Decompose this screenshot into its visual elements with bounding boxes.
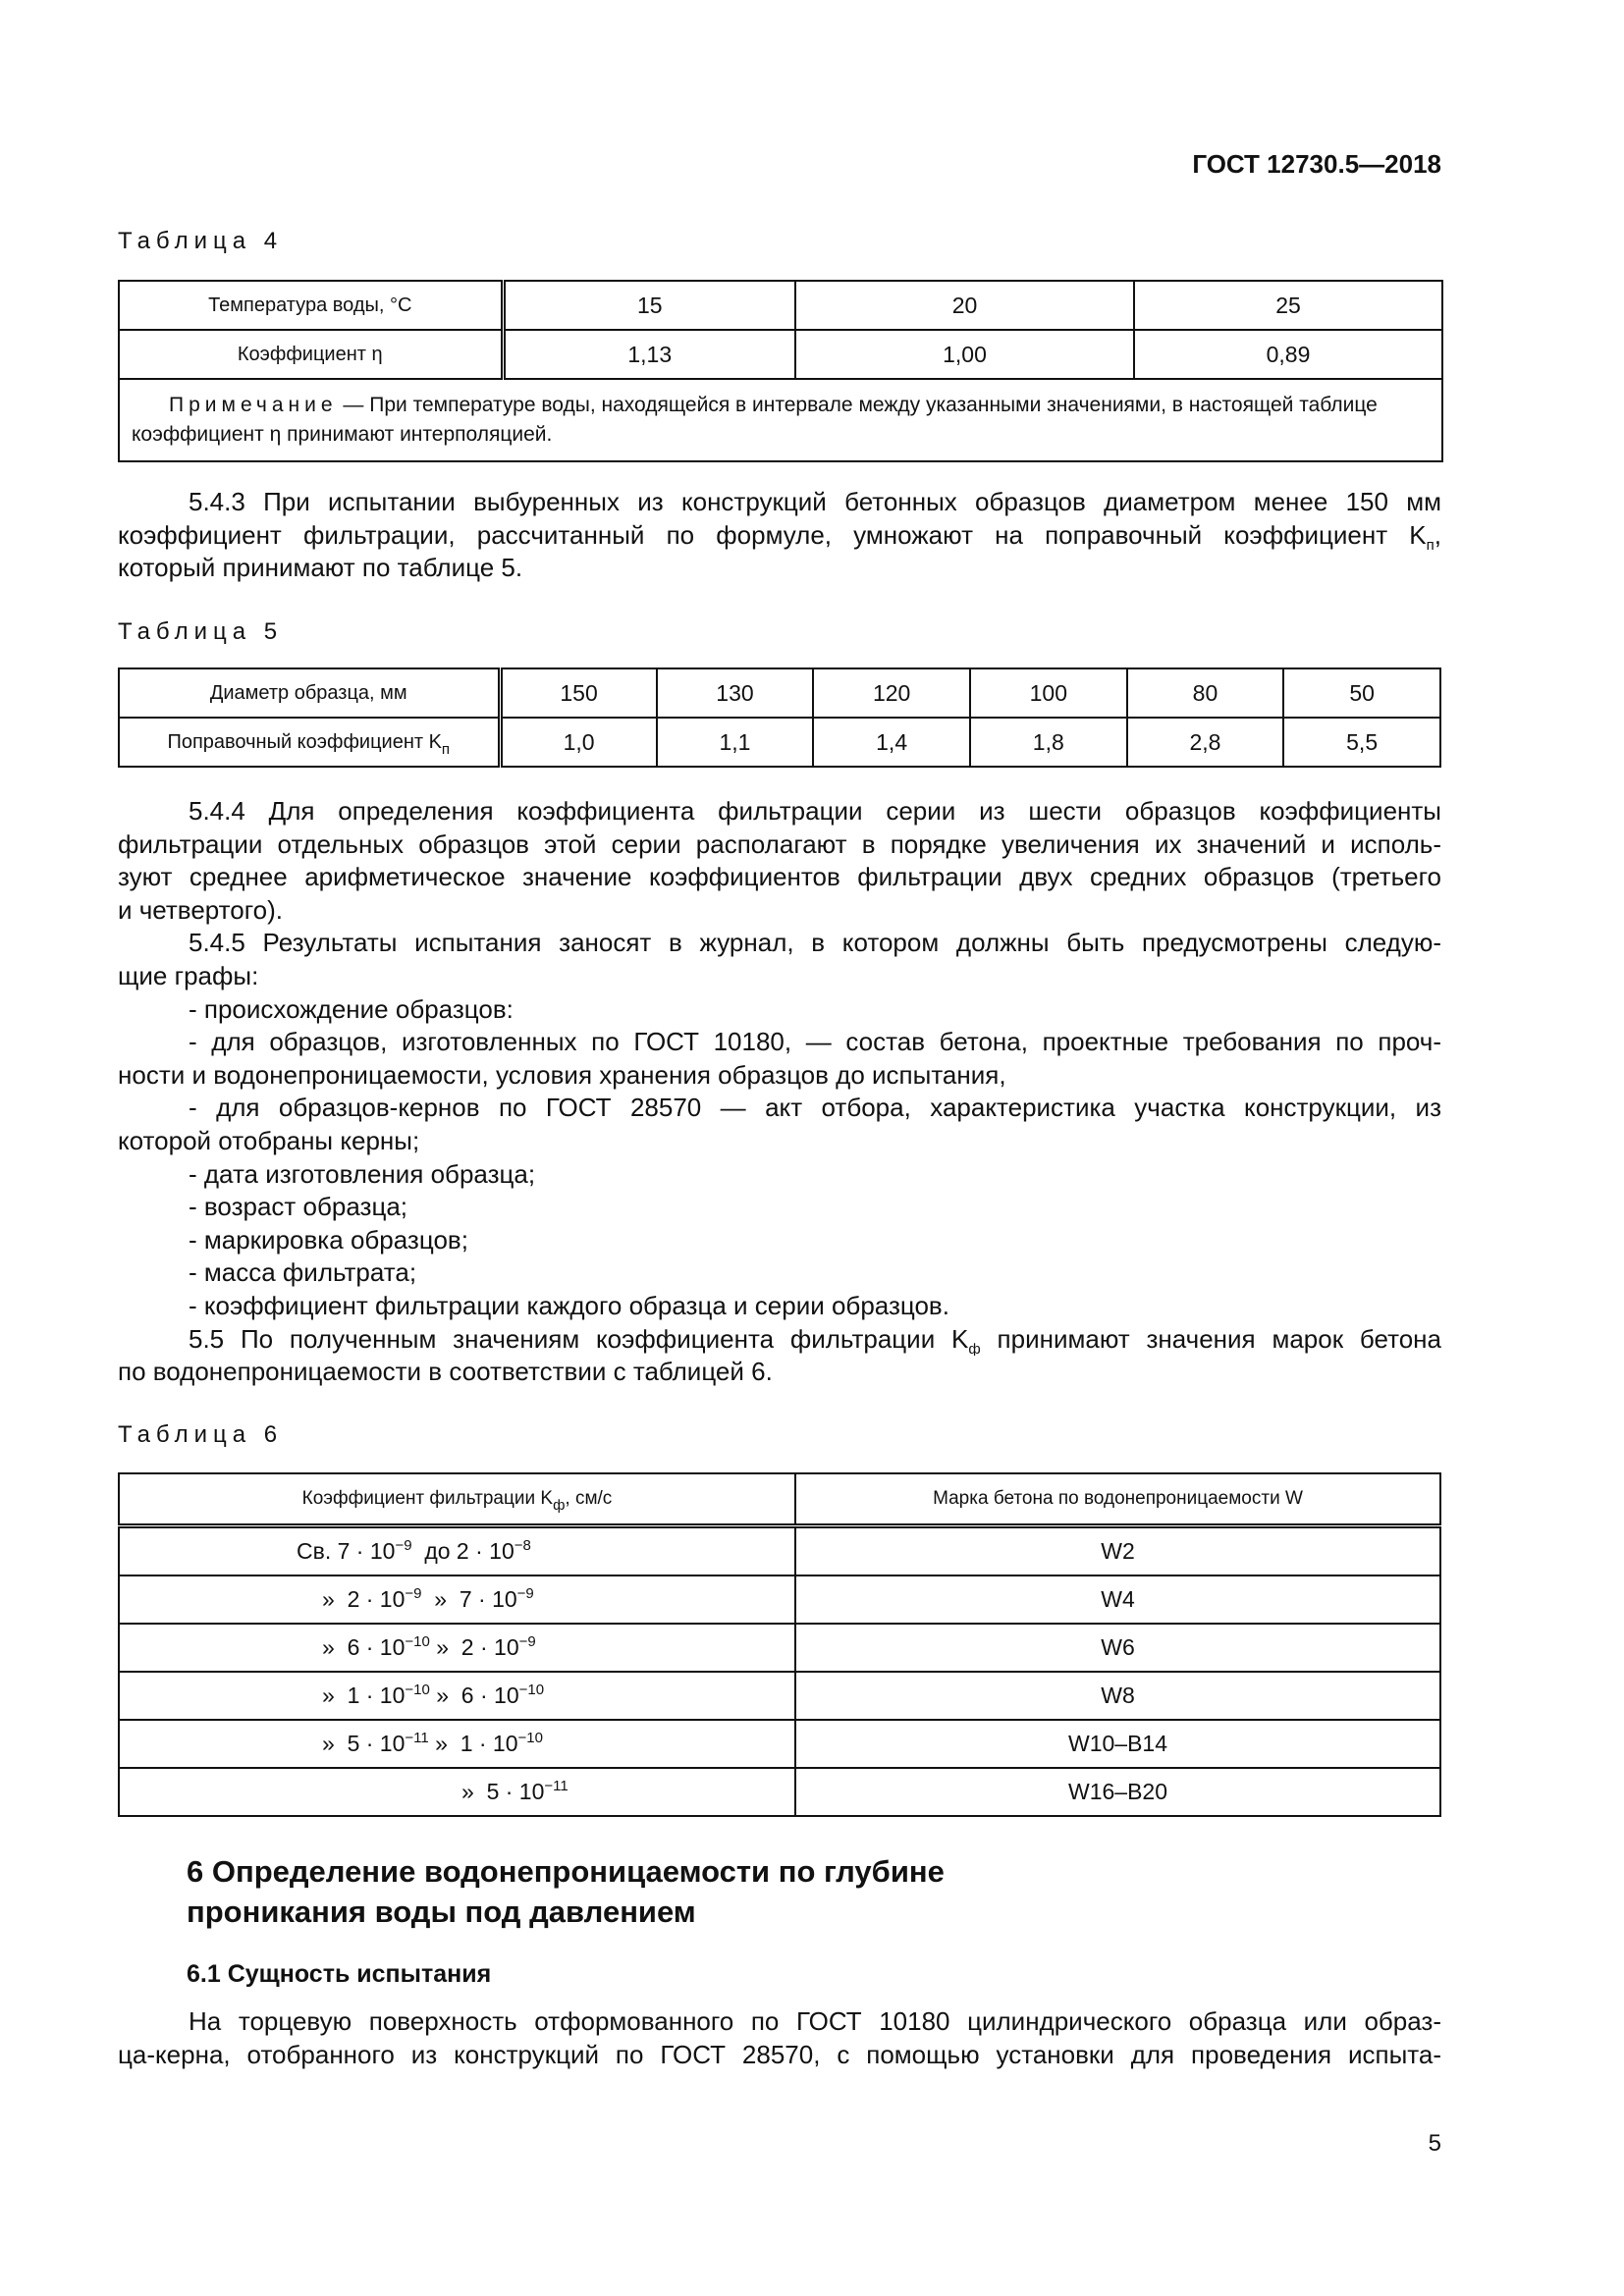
text-run: » 2 · 10: [322, 1586, 406, 1612]
table5-caption: Таблица 5: [118, 618, 284, 645]
grade-cell: W10–B14: [795, 1720, 1440, 1768]
superscript: −9: [395, 1537, 412, 1554]
table6-caption: Таблица 6: [118, 1421, 284, 1448]
filtration-range-cell: [119, 1672, 795, 1720]
text-run: » 1 · 10: [322, 1682, 406, 1708]
table-cell: 50: [1283, 668, 1440, 718]
subsection-heading: 6.1 Сущность испытания: [187, 1960, 492, 1988]
text-run: » 2 · 10: [429, 1634, 519, 1660]
text-line: [118, 1323, 1441, 1357]
text-run: зуют среднее арифметическое значение коэффициентов фильтрации двух средних образцов (третьего: [118, 862, 1441, 892]
text-line: [118, 795, 1441, 828]
text-line: [118, 1026, 1441, 1059]
text-run: » 6 · 10: [429, 1682, 519, 1708]
label-text: Поправочный коэффициент K: [167, 730, 442, 753]
subscript: п: [1426, 536, 1435, 553]
table-cell: 1,0: [500, 718, 657, 767]
paragraph-5-4-3: [118, 486, 1441, 585]
text-run: Марка бетона по водонепроницаемости W: [933, 1488, 1303, 1509]
table4-caption: Таблица 4: [118, 228, 284, 254]
text-run: ,: [1434, 519, 1441, 550]
table-5: [118, 667, 1441, 768]
filtration-range-cell: [119, 1768, 795, 1816]
grade-cell: W6: [795, 1624, 1440, 1672]
paragraphs-5-4-4-to-5-5: [118, 795, 1441, 1389]
filtration-range-cell: [119, 1720, 795, 1768]
table-cell: 15: [503, 281, 795, 330]
text-run: ности и водонепроницаемости, условия хранения образцов до испытания,: [118, 1059, 1006, 1090]
text-run: - коэффициент фильтрации каждого образца и серии образцов.: [189, 1290, 949, 1320]
table-row: [119, 718, 1440, 767]
table-cell: 20: [795, 281, 1134, 330]
table-cell: [119, 718, 500, 767]
column-header: [795, 1473, 1440, 1526]
text-run: фильтрации отдельных образцов этой серии располагают в порядке увеличения их значений и исполь-: [118, 828, 1441, 859]
text-line: [118, 1224, 1441, 1257]
table-cell: 100: [970, 668, 1127, 718]
table-note-row: [119, 379, 1442, 461]
text-line: [118, 552, 1441, 585]
text-run: 5.4.3 При испытании выбуренных из конструкций бетонных образцов диаметром менее 150 мм: [189, 487, 1441, 516]
table-cell: Температура воды, °С: [119, 281, 503, 330]
table-header-row: [119, 1473, 1440, 1526]
grade-cell: W8: [795, 1672, 1440, 1720]
superscript: −10: [405, 1682, 430, 1698]
text-run: коэффициент фильтрации, рассчитанный по формуле, умножают на поправочный коэффициент K: [118, 519, 1427, 550]
heading-line: проникания воды под давлением: [187, 1895, 696, 1929]
text-run: Коэффициент фильтрации K: [301, 1488, 554, 1509]
text-run: - маркировка образцов;: [189, 1224, 468, 1255]
text-line: [118, 1191, 1441, 1224]
text-run: щие графы:: [118, 960, 259, 990]
document-header: ГОСТ 12730.5—2018: [1192, 149, 1441, 179]
text-run: который принимают по таблице 5.: [118, 553, 523, 583]
text-run: принимают значения марок бетона: [980, 1323, 1441, 1354]
table-row: [119, 1526, 1440, 1576]
table-cell: 2,8: [1127, 718, 1284, 767]
text-run: и четвертого).: [118, 894, 283, 925]
text-line: [118, 1059, 1441, 1093]
text-run: Св. 7 · 10: [297, 1538, 396, 1564]
text-line: [118, 1256, 1441, 1290]
superscript: −11: [405, 1730, 429, 1746]
section-heading: [187, 1851, 945, 1932]
text-line: [118, 993, 1441, 1027]
note-text: — При температуре воды, находящейся в интервале между указанными значениями, в настоящей таблице коэффициент η принимают интерполяцией.: [132, 394, 1378, 446]
text-run: до 2 · 10: [411, 1538, 514, 1564]
superscript: −9: [518, 1633, 536, 1650]
filtration-range-cell: [119, 1575, 795, 1624]
text-run: На торцевую поверхность отформованного по ГОСТ 10180 цилиндрического образца или образ-: [189, 2006, 1441, 2036]
text-run: 5.4.5 Результаты испытания заносят в журнал, в котором должны быть предусмотрены следую-: [189, 928, 1441, 958]
superscript: −10: [517, 1730, 543, 1746]
text-run: которой отобраны керны;: [118, 1125, 420, 1155]
note-label: Примечание: [169, 394, 338, 416]
table-cell: 150: [500, 668, 657, 718]
table-cell: 1,00: [795, 330, 1134, 379]
text-line: [118, 927, 1441, 960]
subscript: ф: [553, 1497, 566, 1514]
table-row: [119, 1768, 1440, 1816]
table-cell: 1,1: [657, 718, 814, 767]
text-run: - для образцов-кернов по ГОСТ 28570 — акт отбора, характеристика участка конструкции, из: [189, 1093, 1441, 1123]
table-row: [119, 1720, 1440, 1768]
text-run: » 1 · 10: [428, 1731, 518, 1756]
table-row: [119, 668, 1440, 718]
text-line: [118, 894, 1441, 928]
table-note: [119, 379, 1442, 461]
page-number: 5: [1428, 2130, 1441, 2157]
text-run: - дата изготовления образца;: [189, 1158, 536, 1189]
superscript: −9: [405, 1585, 422, 1602]
text-line: [118, 960, 1441, 993]
table-row: [119, 1624, 1440, 1672]
text-line: [118, 861, 1441, 894]
paragraph-6-1: [118, 2005, 1441, 2071]
text-run: » 6 · 10: [322, 1634, 406, 1660]
table-cell: 0,89: [1134, 330, 1442, 379]
superscript: −10: [405, 1633, 430, 1650]
superscript: −8: [514, 1537, 531, 1554]
subscript: ф: [968, 1340, 981, 1357]
superscript: −9: [516, 1585, 534, 1602]
table-cell: 130: [657, 668, 814, 718]
text-run: , см/с: [565, 1488, 613, 1509]
table-row: [119, 330, 1442, 379]
text-run: » 7 · 10: [421, 1586, 517, 1612]
table-6: [118, 1472, 1441, 1817]
text-line: [118, 519, 1441, 553]
text-line: [118, 486, 1441, 519]
text-line: [118, 2039, 1441, 2072]
text-run: - масса фильтрата;: [189, 1257, 417, 1288]
table-4: [118, 280, 1443, 462]
text-run: » 5 · 10: [322, 1731, 406, 1756]
text-line: [118, 1356, 1441, 1389]
text-line: [118, 2005, 1441, 2039]
table-cell: 1,8: [970, 718, 1127, 767]
table-cell: Диаметр образца, мм: [119, 668, 500, 718]
table-cell: 1,13: [503, 330, 795, 379]
text-run: » 5 · 10: [461, 1779, 545, 1804]
grade-cell: W16–B20: [795, 1768, 1440, 1816]
text-run: по водонепроницаемости в соответствии с таблицей 6.: [118, 1357, 773, 1387]
superscript: −11: [544, 1778, 568, 1794]
grade-cell: W4: [795, 1575, 1440, 1624]
text-line: [118, 1158, 1441, 1192]
filtration-range-cell: [119, 1624, 795, 1672]
text-run: - для образцов, изготовленных по ГОСТ 10180, — состав бетона, проектные требования по проч-: [189, 1027, 1441, 1057]
column-header: [119, 1473, 795, 1526]
text-run: - происхождение образцов:: [189, 993, 514, 1024]
table-row: [119, 1672, 1440, 1720]
text-line: [118, 1125, 1441, 1158]
table-cell: 120: [813, 668, 970, 718]
text-run: ца-керна, отобранного из конструкций по ГОСТ 28570, с помощью установки для проведения испыта-: [118, 2039, 1441, 2069]
heading-line: 6 Определение водонепроницаемости по глубине: [187, 1854, 945, 1889]
table-cell: 80: [1127, 668, 1284, 718]
label-subscript: п: [441, 740, 451, 758]
text-line: [118, 828, 1441, 862]
text-run: 5.4.4 Для определения коэффициента фильтрации серии из шести образцов коэффициенты: [189, 796, 1441, 826]
table-cell: 25: [1134, 281, 1442, 330]
table-cell: Коэффициент η: [119, 330, 503, 379]
text-line: [118, 1290, 1441, 1323]
grade-cell: W2: [795, 1526, 1440, 1576]
table-cell: 5,5: [1283, 718, 1440, 767]
text-line: [118, 1092, 1441, 1125]
table-row: [119, 281, 1442, 330]
text-run: - возраст образца;: [189, 1192, 408, 1222]
text-run: 5.5 По полученным значениям коэффициента фильтрации K: [189, 1323, 969, 1354]
table-row: [119, 1575, 1440, 1624]
table-cell: 1,4: [813, 718, 970, 767]
filtration-range-cell: [119, 1526, 795, 1576]
superscript: −10: [518, 1682, 545, 1698]
